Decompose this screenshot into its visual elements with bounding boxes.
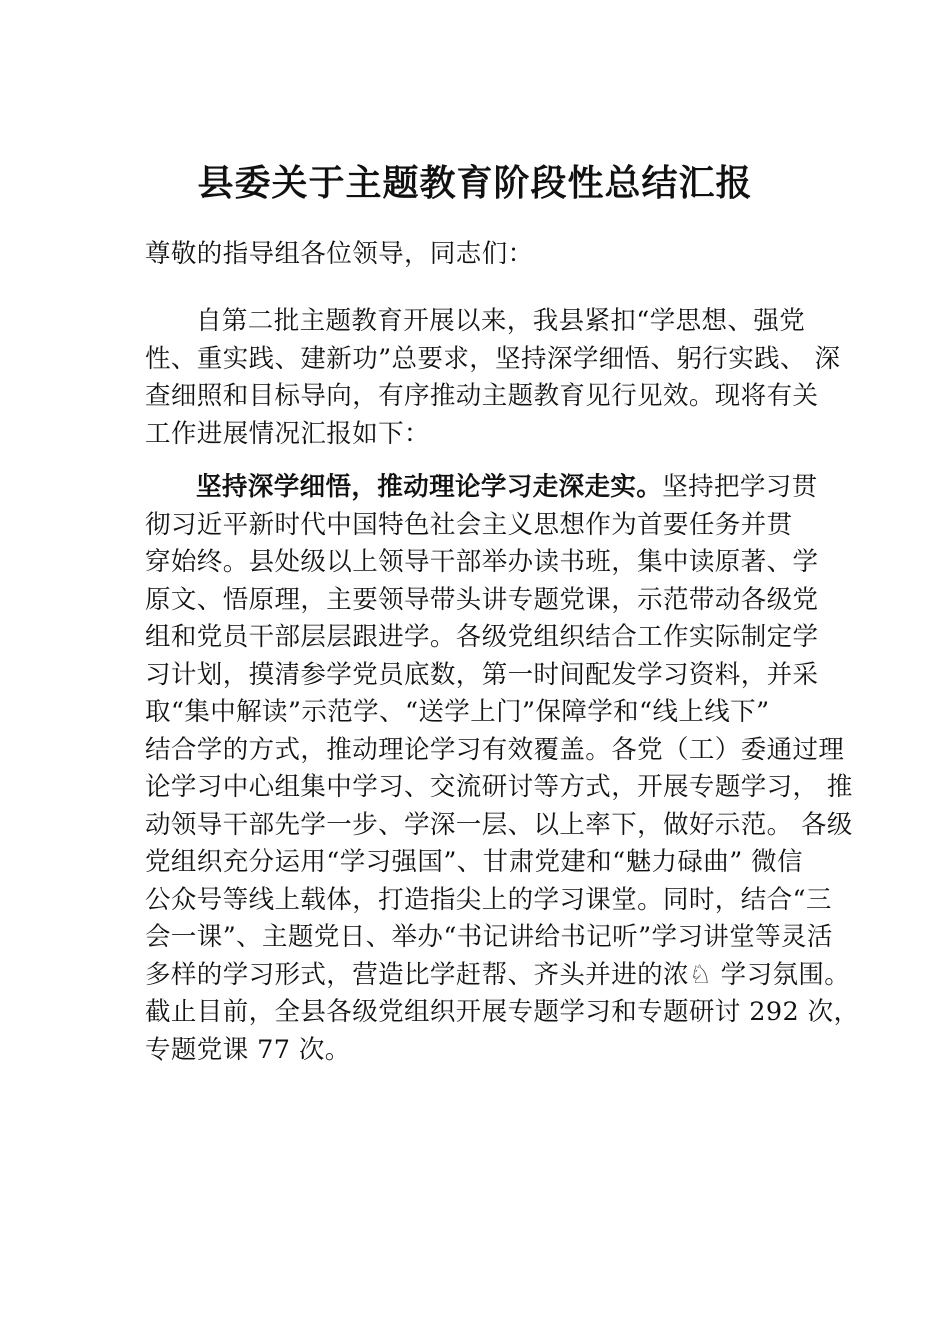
paragraph-line: 论学习中心组集中学习、交流研讨等方式，开展专题学习， 推	[145, 772, 853, 802]
paragraph-line: 取“集中解读”示范学、“送学上门”保障学和“线上线下”	[145, 697, 770, 727]
salutation: 尊敬的指导组各位领导，同志们：	[145, 239, 534, 269]
paragraph-line: 多样的学习形式，营造比学赶帮、齐头并进的浓♘ 学习氛围。	[145, 960, 851, 990]
paragraph-line: 专题党课 77 次。	[145, 1035, 351, 1065]
paragraph-text: 坚持把学习贯	[662, 472, 818, 502]
paragraph-line: 穿始终。县处级以上领导干部举办读书班，集中读原著、学	[145, 547, 819, 577]
paragraph-line: 截止目前，全县各级党组织开展专题学习和专题研讨 292 次，	[145, 997, 860, 1027]
paragraph-line: 会一课”、主题党日、举办“书记讲给书记听”学习讲堂等灵活	[145, 922, 833, 952]
document-title: 县委关于主题教育阶段性总结汇报	[197, 162, 753, 204]
paragraph-line	[196, 469, 826, 506]
paragraph-line: 结合学的方式，推动理论学习有效覆盖。各党（工）委通过理	[145, 735, 845, 765]
paragraph-line: 习计划，摸清参学党员底数，第一时间配发学习资料，并采	[145, 660, 819, 690]
paragraph-line: 性、重实践、建新功”总要求，坚持深学细悟、躬行实践、 深	[145, 344, 841, 374]
paragraph-line: 原文、悟原理，主要领导带头讲专题党课，示范带动各级党	[145, 585, 819, 615]
section-heading: 坚持深学细悟，推动理论学习走深走实。	[196, 472, 663, 502]
paragraph-line: 党组织充分运用“学习强国”、甘肃党建和“魅力碌曲” 微信	[145, 847, 803, 877]
paragraph-line: 动领导干部先学一步、学深一层、以上率下，做好示范。 各级	[145, 810, 853, 840]
paragraph-line: 工作进展情况汇报如下：	[145, 419, 430, 449]
paragraph-line: 公众号等线上载体，打造指尖上的学习课堂。同时，结合“三	[145, 885, 832, 915]
paragraph-line: 彻习近平新时代中国特色社会主义思想作为首要任务并贯	[145, 510, 793, 540]
paragraph-line: 自第二批主题教育开展以来，我县紧扣“学思想、强党	[196, 306, 806, 336]
paragraph-line: 组和党员干部层层跟进学。各级党组织结合工作实际制定学	[145, 622, 819, 652]
paragraph-line: 查细照和目标导向，有序推动主题教育见行见效。现将有关	[145, 381, 819, 411]
